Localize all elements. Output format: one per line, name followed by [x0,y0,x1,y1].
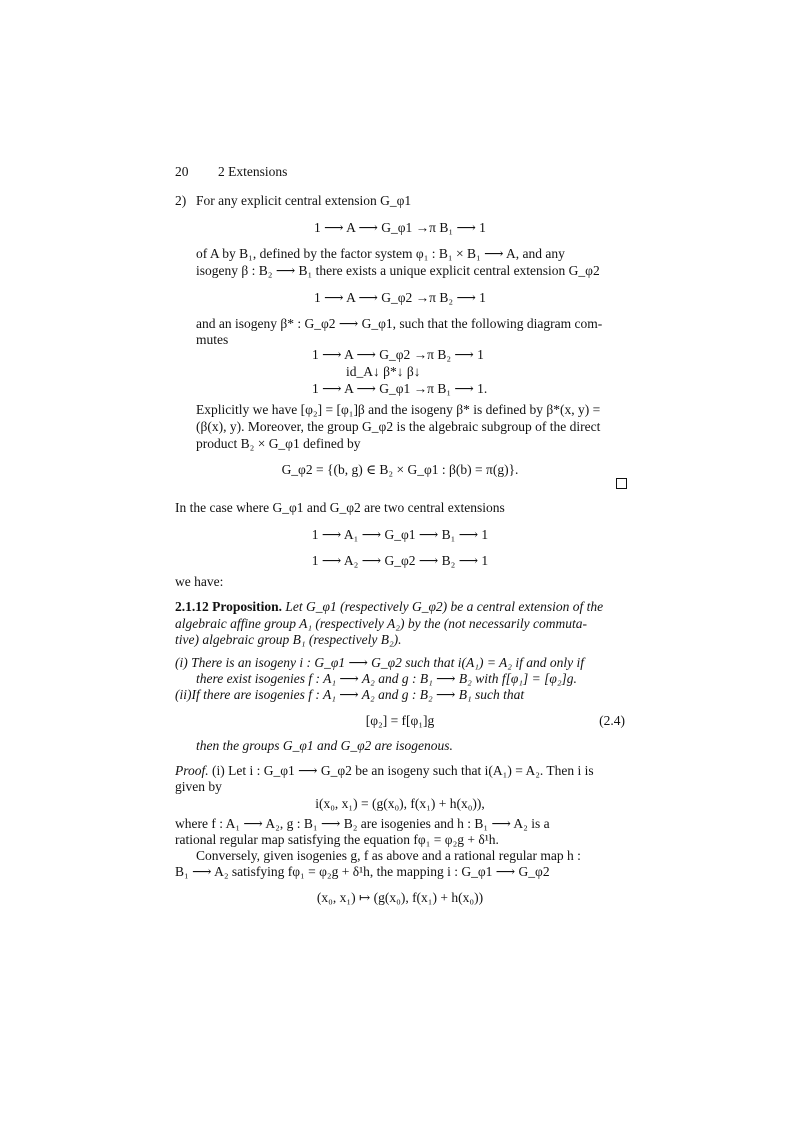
paragraph-line: of A by B₁, defined by the factor system φ₁ : B₁ × B₁ ⟶ A, and any [196,246,565,261]
equation-number: (2.4) [599,713,625,728]
diagram-row-top: 1 ⟶ A ⟶ G_φ2 →π B₂ ⟶ 1 [312,347,484,362]
diagram-vertical-arrows: id_A↓ β*↓ β↓ [346,364,421,379]
exact-sequence-2: 1 ⟶ A ⟶ G_φ2 →π B₂ ⟶ 1 [314,290,486,305]
proposition-case-i: there exist isogenies f : A₁ ⟶ A₂ and g : B₁ ⟶ B₂ with f[φ₁] = [φ₂]g. [196,671,577,686]
paragraph-line: Explicitly we have [φ₂] = [φ₁]β and the isogeny β* is defined by β*(x, y) = [196,402,601,417]
qed-box [616,478,627,489]
paragraph-line: In the case where G_φ1 and G_φ2 are two central extensions [175,500,505,515]
paragraph-line: mutes [196,332,229,347]
page-number: 20 [175,164,189,179]
proof-line-1 [175,763,594,779]
paragraph-line: we have: [175,574,224,589]
proof-text: where f : A₁ ⟶ A₂, g : B₁ ⟶ B₂ are isogenies and h : B₁ ⟶ A₂ is a [175,816,550,831]
proof-label: Proof. [175,763,209,778]
running-head: 2 Extensions [218,164,288,179]
proposition-text: Let G_φ1 (respectively G_φ2) be a central extension of the [285,599,604,614]
item-label: 2) [175,193,187,208]
proposition-case-ii: then the groups G_φ1 and G_φ2 are isogenous. [196,738,453,753]
proposition-text: tive) algebraic group B₁ (respectively B₂). [175,632,402,647]
diagram-row-bottom: 1 ⟶ A ⟶ G_φ1 →π B₁ ⟶ 1. [312,381,488,396]
proof-text: B₁ ⟶ A₂ satisfying fφ₁ = φ₂g + δ¹h, the mapping i : G_φ1 ⟶ G_φ2 [175,864,550,879]
proposition-case-ii: (ii)If there are isogenies f : A₁ ⟶ A₂ and g : B₂ ⟶ B₁ such that [175,687,525,702]
proof-text: rational regular map satisfying the equation fφ₁ = φ₂g + δ¹h. [175,832,499,847]
equation-mapping: (x₀, x₁) ↦ (g(x₀), f(x₁) + h(x₀)) [316,890,484,905]
paragraph-line: isogeny β : B₂ ⟶ B₁ there exists a unique explicit central extension G_φ2 [196,263,600,278]
exact-sequence-1: 1 ⟶ A ⟶ G_φ1 →π B₁ ⟶ 1 [314,220,486,235]
proposition-title: 2.1.12 Proposition. [175,599,283,614]
exact-sequence-a: 1 ⟶ A₁ ⟶ G_φ1 ⟶ B₁ ⟶ 1 [311,527,489,542]
paragraph-line: (β(x), y). Moreover, the group G_φ2 is the algebraic subgroup of the direct [196,419,601,434]
paragraph-line: and an isogeny β* : G_φ2 ⟶ G_φ1, such that the following diagram com- [196,316,603,331]
item-intro: For any explicit central extension G_φ1 [196,193,412,208]
exact-sequence-b: 1 ⟶ A₂ ⟶ G_φ2 ⟶ B₂ ⟶ 1 [311,553,489,568]
proof-text: Conversely, given isogenies g, f as above and a rational regular map h : [196,848,581,863]
proposition-text: algebraic affine group A₁ (respectively A₂) by the (not necessarily commuta- [175,616,588,631]
set-equation: G_φ2 = {(b, g) ∈ B₂ × G_φ1 : β(b) = π(g)}. [281,462,519,477]
proposition-line-1 [175,599,603,615]
equation-isogeny: i(x₀, x₁) = (g(x₀), f(x₁) + h(x₀)), [315,796,485,811]
equation-2-4: [φ₂] = f[φ₁]g [365,713,435,728]
proof-text: (i) Let i : G_φ1 ⟶ G_φ2 be an isogeny such that i(A₁) = A₂. Then i is [212,763,594,778]
paragraph-line: product B₂ × G_φ1 defined by [196,436,361,451]
proposition-case-i: (i) There is an isogeny i : G_φ1 ⟶ G_φ2 such that i(A₁) = A₂ if and only if [175,655,584,670]
proof-text: given by [175,779,222,794]
